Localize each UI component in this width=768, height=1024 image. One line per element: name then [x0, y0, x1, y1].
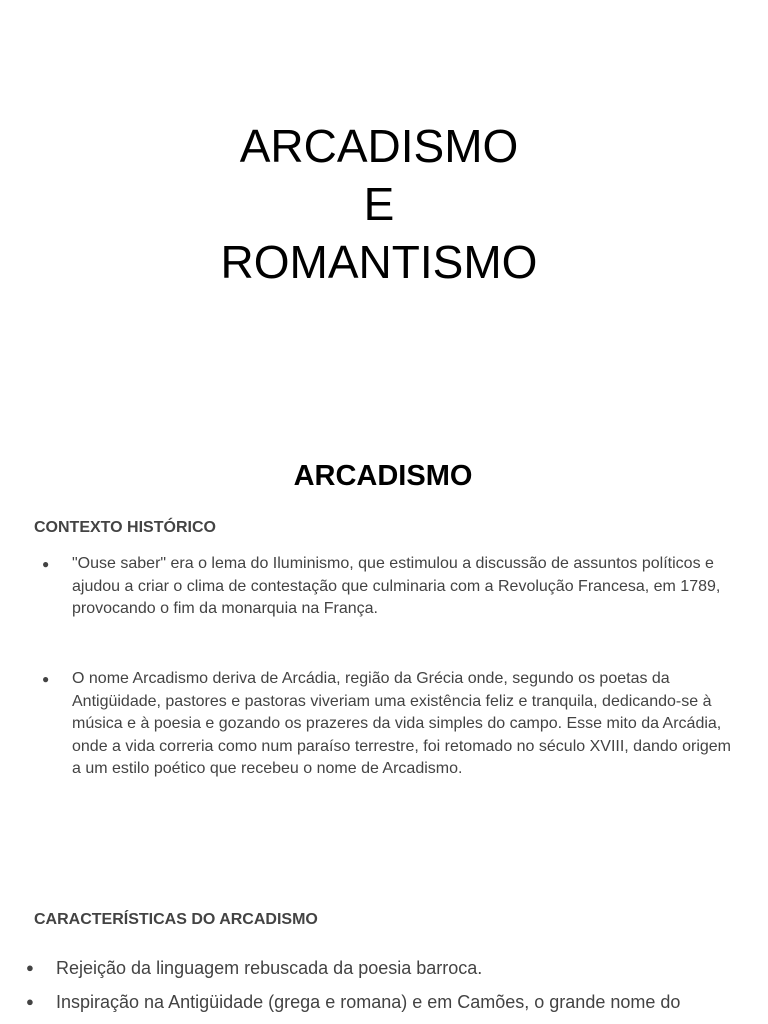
bullet-icon: ● — [26, 960, 34, 975]
list-item — [34, 668, 734, 781]
contexto-list-1 — [34, 553, 734, 621]
list-item — [20, 951, 740, 985]
section-title: ARCADISMO — [293, 460, 473, 492]
contexto-list-2 — [34, 668, 734, 781]
bullet-icon: ● — [42, 557, 50, 571]
list-item — [34, 553, 734, 621]
list-item-text: Inspiração na Antigüidade (grega e romana) e em Camões, o grande nome do — [56, 992, 681, 1012]
list-item — [20, 985, 740, 1019]
list-item-text: "Ouse saber" era o lema do Iluminismo, que estimulou a discussão de assuntos políticos e ajudou a criar o clima de contestação que culminaria com a Revolução Francesa, em 1789, provocando o fim da monarquia na França. — [72, 555, 721, 618]
document-title — [0, 117, 758, 291]
list-item-text: Rejeição da linguagem rebuscada da poesia barroca. — [56, 958, 483, 978]
contexto-heading: CONTEXTO HISTÓRICO — [34, 519, 216, 536]
bullet-icon: ● — [42, 672, 50, 686]
caracteristicas-list — [20, 951, 740, 1019]
title-line-3: ROMANTISMO — [220, 236, 538, 288]
bullet-icon: ● — [26, 994, 34, 1009]
title-line-2: E — [363, 178, 395, 230]
list-item-text: O nome Arcadismo deriva de Arcádia, região da Grécia onde, segundo os poetas da Antigüidade, pastores e pastoras viveriam uma existência feliz e tranquila, dedicando-se à música e à poesia e gozando os prazeres da vida simples do campo. Esse mito da Arcádia, onde a vida correria como num paraíso terrestre, foi retomado no século XVIII, dando origem a um estilo poético que recebeu o nome de Arcadismo. — [72, 670, 732, 778]
caracteristicas-heading: CARACTERÍSTICAS DO ARCADISMO — [34, 911, 318, 928]
title-line-1: ARCADISMO — [239, 120, 519, 172]
